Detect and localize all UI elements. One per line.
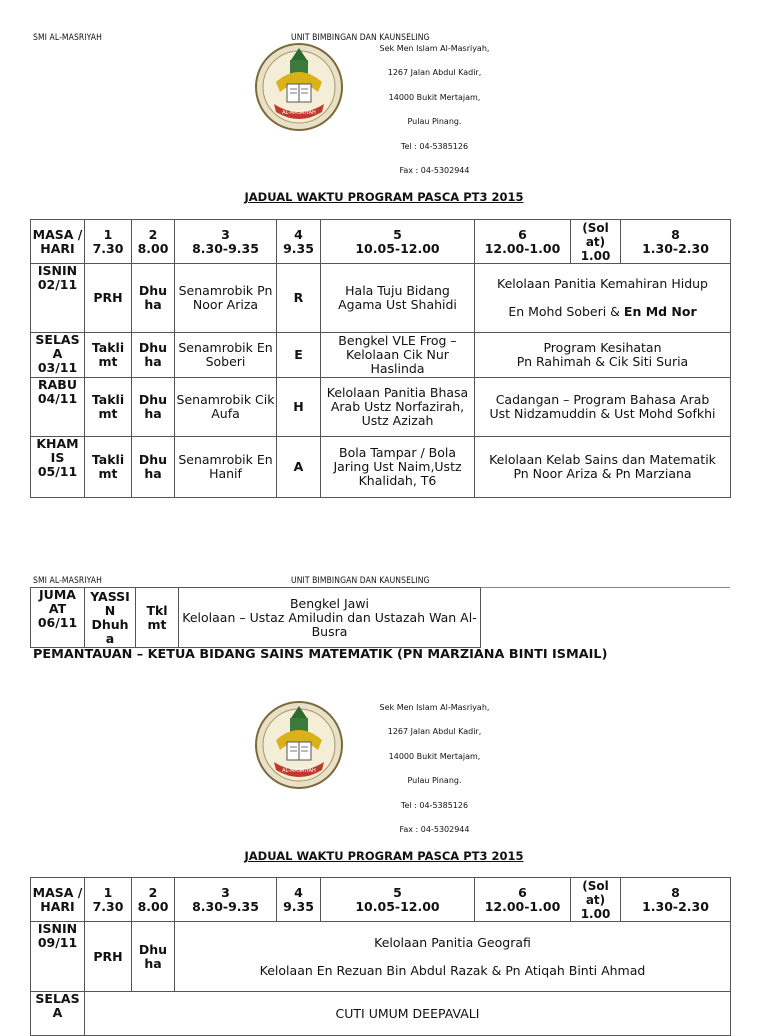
unit-name: UNIT BIMBINGAN DAN KAUNSELING [291,33,430,43]
cell: Program Kesihatan Pn Rahimah & Cik Siti Suria [475,333,731,378]
timetable-week2 [30,877,731,1036]
cell: Cadangan – Program Bahasa Arab Ust Nidzamuddin & Ust Mohd Sofkhi [475,378,731,437]
cell: Takli mt [85,378,132,437]
table-row [31,992,731,1036]
header-row [31,220,731,264]
header-cell: (Sol at) 1.00 [571,878,621,922]
cell: Tkl mt [136,588,179,648]
cell-text-bold: En Md Nor [623,304,697,319]
header-cell: 3 8.30-9.35 [175,878,277,922]
address-line: 1267 Jalan Abdul Kadir, [387,68,482,78]
cell-line [476,305,729,319]
address-line: Fax : 04-5302944 [399,825,470,835]
page-title-2: JADUAL WAKTU PROGRAM PASCA PT3 2015 [244,849,524,863]
cell: Dhu ha [132,437,175,498]
timetable-friday [30,587,481,648]
cell: Senamrobik Pn Noor Ariza [175,264,277,333]
school-short-name: SMI AL-MASRIYAH [33,33,102,43]
day-cell: SELAS A 03/11 [31,333,85,378]
day-cell: ISNIN 09/11 [31,922,85,992]
header-cell: 3 8.30-9.35 [175,220,277,264]
cell: Takli mt [85,437,132,498]
school-logo [254,42,344,132]
cell: YASSI N Dhuh a [85,588,136,648]
address-line: 1267 Jalan Abdul Kadir, [387,727,482,737]
school-short-name-2: SMI AL-MASRIYAH [33,576,102,586]
cell: R [277,264,321,333]
cell: Dhu ha [132,922,175,992]
unit-name-2: UNIT BIMBINGAN DAN KAUNSELING [291,576,430,586]
header-cell: 1 7.30 [85,878,132,922]
cell: Bengkel Jawi Kelolaan – Ustaz Amiludin dan Ustazah Wan Al-Busra [179,588,481,648]
monitoring-note: PEMANTAUAN – KETUA BIDANG SAINS MATEMATIK (PN MARZIANA BINTI ISMAIL) [33,647,608,662]
header-cell: 6 12.00-1.00 [475,878,571,922]
cell-line: Kelolaan Panitia Kemahiran Hidup [497,276,708,291]
table-row [31,264,731,333]
address-block-2 [352,696,517,842]
day-cell: KHAM IS 05/11 [31,437,85,498]
header-cell: 8 1.30-2.30 [621,878,731,922]
cell: E [277,333,321,378]
header-cell: 5 10.05-12.00 [321,878,475,922]
cell: H [277,378,321,437]
address-line: Pulau Pinang. [407,776,462,786]
day-cell: RABU 04/11 [31,378,85,437]
address-line: Tel : 04-5385126 [400,141,469,151]
header-cell: 6 12.00-1.00 [475,220,571,264]
cell: Takli mt [85,333,132,378]
logo-text: AL-MASRIYAH [282,768,316,774]
header-cell: 5 10.05-12.00 [321,220,475,264]
cell: CUTI UMUM DEEPAVALI [85,992,731,1036]
logo-text: AL-MASRIYAH [282,110,316,116]
header-cell: 2 8.00 [132,220,175,264]
day-cell: ISNIN 02/11 [31,264,85,333]
cell: Senamrobik En Hanif [175,437,277,498]
header-cell: 1 7.30 [85,220,132,264]
day-cell: SELAS A [31,992,85,1036]
cell: Dhu ha [132,378,175,437]
page-title: JADUAL WAKTU PROGRAM PASCA PT3 2015 [244,190,524,204]
header-cell: (Sol at) 1.00 [571,220,621,264]
cell: Dhu ha [132,264,175,333]
address-line: Pulau Pinang. [407,117,462,127]
table-row [31,588,481,648]
header-cell: 8 1.30-2.30 [621,220,731,264]
address-line: Sek Men Islam Al-Masriyah, [379,703,490,712]
address-line: Sek Men Islam Al-Masriyah, [379,44,490,53]
day-cell: JUMA AT 06/11 [31,588,85,648]
header-row [31,878,731,922]
cell: Hala Tuju Bidang Agama Ust Shahidi [321,264,475,333]
cell: Senamrobik Cik Aufa [175,378,277,437]
cell: Kelolaan Panitia Bhasa Arab Ustz Norfazirah, Ustz Azizah [321,378,475,437]
cell: Dhu ha [132,333,175,378]
table-row [31,922,731,992]
cell-text: En Mohd Soberi & [508,304,624,319]
cell-line: Kelolaan En Rezuan Bin Abdul Razak & Pn Atiqah Binti Ahmad [259,962,646,978]
address-line: Tel : 04-5385126 [400,800,469,810]
table-row [31,378,731,437]
cell: Bengkel VLE Frog – Kelolaan Cik Nur Haslinda [321,333,475,378]
table-row [31,333,731,378]
address-line: Fax : 04-5302944 [399,166,470,176]
cell [475,264,731,333]
timetable-week1 [30,219,731,498]
table-row [31,437,731,498]
cell: PRH [85,922,132,992]
address-line: 14000 Bukit Mertajam, [388,751,481,761]
header-cell: 4 9.35 [277,878,321,922]
header-cell: MASA / HARI [31,878,85,922]
cell: Bola Tampar / Bola Jaring Ust Naim,Ustz Khalidah, T6 [321,437,475,498]
cell: A [277,437,321,498]
cell: PRH [85,264,132,333]
header-cell: 4 9.35 [277,220,321,264]
cell-line: Kelolaan Panitia Geografi [374,934,531,950]
address-block [352,37,517,183]
header-cell: 2 8.00 [132,878,175,922]
cell: Kelolaan Kelab Sains dan Matematik Pn Noor Ariza & Pn Marziana [475,437,731,498]
school-logo-2 [254,700,344,790]
address-line: 14000 Bukit Mertajam, [388,92,481,102]
cell: Senamrobik En Soberi [175,333,277,378]
cell [175,922,731,992]
header-cell: MASA / HARI [31,220,85,264]
